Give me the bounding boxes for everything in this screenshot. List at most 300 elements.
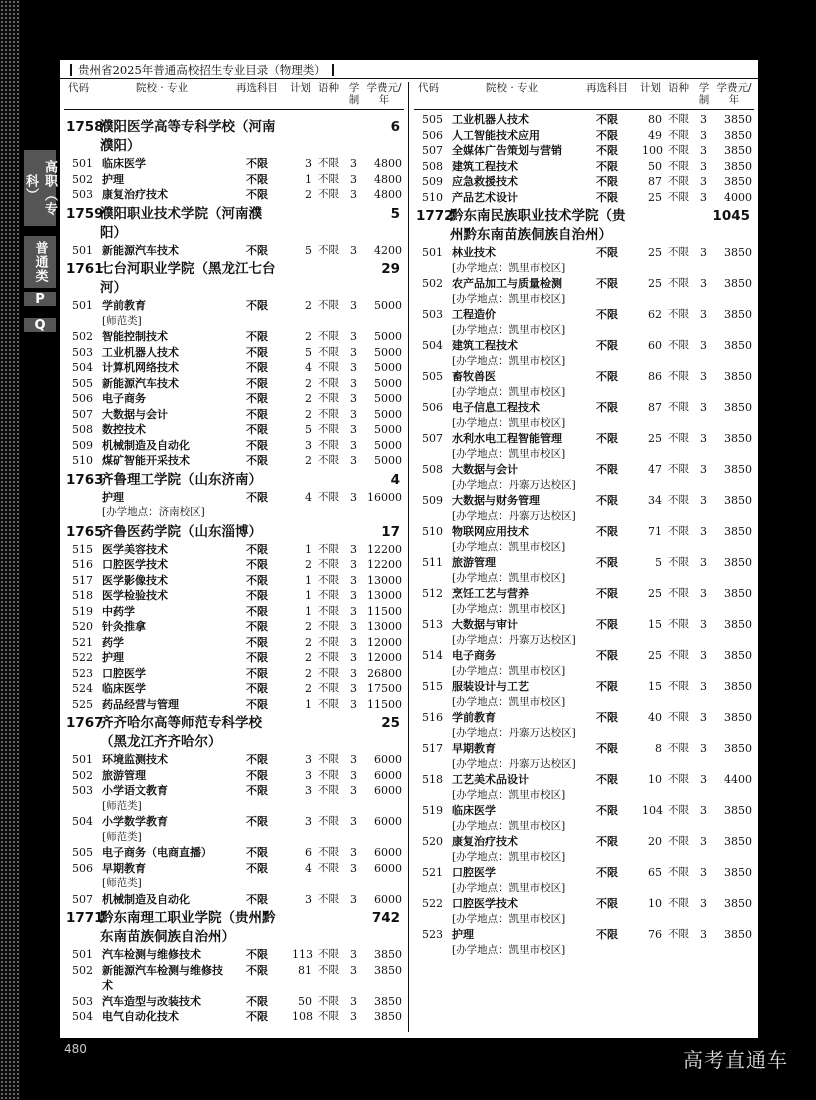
left-column-header (64, 80, 404, 110)
major-name: 旅游管理 (102, 768, 146, 782)
major-name: 产品艺术设计 (452, 190, 518, 204)
major-code: 504 (422, 339, 443, 352)
major-language: 不限 (318, 573, 339, 586)
institution-code: 1767 (66, 715, 104, 731)
major-row[interactable] (64, 557, 404, 573)
major-plan: 3 (305, 815, 312, 828)
major-row[interactable] (64, 172, 404, 188)
major-code: 507 (72, 407, 93, 421)
major-fee: 4400 (724, 773, 752, 786)
major-code: 502 (72, 172, 93, 186)
major-row[interactable] (414, 493, 754, 509)
major-row[interactable] (64, 768, 404, 784)
major-code: 502 (72, 330, 93, 343)
major-fee: 26800 (367, 666, 402, 680)
major-language: 不限 (318, 666, 339, 679)
major-duration: 3 (350, 753, 357, 766)
col-header-subject: 再选科目 (586, 82, 628, 94)
institution-name: 濮阳医学高等专科学校（河南 (100, 119, 276, 135)
major-row[interactable] (64, 329, 404, 345)
major-fee: 16000 (367, 490, 402, 504)
institution-plan: 25 (381, 715, 400, 731)
major-subject: 不限 (246, 157, 268, 170)
col-header-school: 院校 · 专业 (486, 82, 539, 94)
major-code: 523 (72, 666, 93, 680)
major-name: 烹饪工艺与营养 (452, 587, 529, 600)
right-column-header (414, 80, 754, 110)
major-fee: 13000 (367, 620, 402, 633)
major-row[interactable] (64, 542, 404, 558)
major-note-text: [办学地点：凯里市校区] (452, 292, 566, 305)
institution-name-line2: 河） (100, 280, 127, 296)
major-fee: 3850 (724, 128, 752, 142)
major-duration: 3 (350, 697, 357, 711)
major-duration: 3 (700, 680, 707, 693)
major-row[interactable] (414, 112, 754, 128)
major-fee: 6000 (374, 768, 402, 782)
institution-name-line2: 阳） (100, 224, 127, 241)
major-note (414, 757, 754, 773)
major-subject: 不限 (246, 188, 268, 201)
major-subject: 不限 (596, 618, 618, 631)
major-note-text: [办学地点：凯里市校区] (452, 447, 566, 460)
major-name: 医学检验技术 (102, 589, 168, 602)
major-name: 智能控制技术 (102, 330, 168, 343)
major-row[interactable] (64, 490, 404, 506)
major-row[interactable] (64, 453, 404, 469)
major-row[interactable] (414, 896, 754, 912)
major-row[interactable] (64, 814, 404, 830)
major-row[interactable] (414, 710, 754, 726)
major-fee: 3850 (724, 897, 752, 910)
major-duration: 3 (350, 558, 357, 571)
major-row[interactable] (64, 187, 404, 203)
institution-row[interactable] (64, 909, 404, 928)
major-fee: 3850 (724, 649, 752, 662)
institution-row[interactable] (64, 523, 404, 542)
institution-name-line2: 濮阳） (100, 138, 141, 154)
major-row[interactable] (64, 947, 404, 963)
major-plan: 81 (298, 963, 312, 977)
institution-row[interactable] (64, 205, 404, 224)
col-header-language: 语种 (318, 82, 339, 94)
major-note (414, 819, 754, 835)
major-fee: 3850 (374, 948, 402, 961)
major-note (414, 664, 754, 680)
major-code: 508 (422, 463, 443, 476)
major-name: 电气自动化技术 (102, 1010, 179, 1023)
major-duration: 3 (700, 144, 707, 157)
institution-row[interactable] (414, 207, 754, 226)
major-subject: 不限 (246, 407, 268, 421)
major-row[interactable] (64, 360, 404, 376)
major-fee: 4800 (374, 157, 402, 170)
major-row[interactable] (64, 681, 404, 697)
major-subject: 不限 (246, 438, 268, 452)
major-name: 应急救援技术 (452, 175, 518, 188)
side-tab-p[interactable]: P (24, 292, 56, 306)
major-code: 503 (72, 345, 93, 359)
major-name: 汽车检测与维修技术 (102, 948, 201, 961)
major-name: 医学影像技术 (102, 573, 168, 587)
major-code: 505 (72, 846, 93, 859)
major-row[interactable] (414, 679, 754, 695)
major-language: 不限 (668, 175, 689, 187)
major-plan: 25 (648, 432, 662, 445)
col-header-plan: 计划 (290, 82, 311, 94)
major-subject: 不限 (246, 376, 268, 390)
major-name: 口腔医学技术 (102, 558, 168, 571)
major-row[interactable] (414, 307, 754, 323)
major-language: 不限 (318, 768, 339, 781)
major-row[interactable] (414, 174, 754, 190)
major-plan: 62 (648, 308, 662, 321)
institution-name-line2: 东南苗族侗族自治州） (100, 929, 235, 945)
major-subject: 不限 (246, 846, 268, 859)
major-duration: 3 (350, 892, 357, 906)
major-fee: 5000 (374, 423, 402, 436)
major-fee: 4800 (374, 188, 402, 201)
major-duration: 3 (700, 556, 707, 569)
major-language: 不限 (668, 928, 689, 940)
major-name: 口腔医学 (452, 866, 496, 879)
major-duration: 3 (700, 308, 707, 321)
major-plan: 108 (292, 1010, 313, 1023)
major-duration: 3 (350, 407, 357, 421)
major-fee: 3850 (724, 277, 752, 290)
major-name: 畜牧兽医 (452, 370, 496, 383)
major-row[interactable] (64, 391, 404, 407)
major-code: 518 (422, 773, 443, 786)
major-name: 康复治疗技术 (452, 835, 518, 848)
major-note-text: [办学地点：凯里市校区] (452, 943, 566, 956)
major-row[interactable] (414, 648, 754, 664)
major-code: 510 (422, 190, 443, 204)
major-row[interactable] (64, 619, 404, 635)
major-row[interactable] (414, 190, 754, 206)
major-row[interactable] (64, 994, 404, 1010)
header-rule (60, 78, 758, 79)
major-plan: 25 (648, 246, 662, 259)
major-note-text: [办学地点：丹寨万达校区] (452, 478, 576, 491)
major-fee: 13000 (367, 589, 402, 602)
major-note (64, 314, 404, 330)
major-subject: 不限 (596, 525, 618, 538)
major-name: 医学美容技术 (102, 542, 168, 556)
major-row[interactable] (414, 865, 754, 881)
major-fee: 13000 (367, 573, 402, 587)
major-name: 全媒体广告策划与营销 (452, 144, 562, 157)
major-language: 不限 (668, 463, 689, 475)
major-language: 不限 (318, 682, 339, 694)
dotted-edge-strip (0, 0, 20, 1100)
major-fee: 3850 (724, 159, 752, 173)
major-plan: 6 (305, 846, 312, 859)
major-code: 503 (422, 308, 443, 321)
major-note-text: [办学地点：凯里市校区] (452, 912, 566, 925)
major-plan: 10 (648, 897, 662, 910)
major-language: 不限 (668, 680, 689, 692)
major-language: 不限 (668, 494, 689, 506)
major-name: 工业机器人技术 (102, 345, 179, 359)
major-row[interactable] (64, 345, 404, 361)
major-fee: 3850 (724, 618, 752, 631)
major-duration: 3 (700, 401, 707, 414)
major-row[interactable] (64, 963, 404, 979)
major-subject: 不限 (596, 835, 618, 848)
major-note (414, 695, 754, 711)
major-fee: 12200 (367, 558, 402, 571)
major-row[interactable] (64, 666, 404, 682)
major-note (414, 602, 754, 618)
major-fee: 5000 (374, 392, 402, 405)
major-fee: 6000 (374, 861, 402, 875)
major-note (414, 354, 754, 370)
page-number: 480 (64, 1042, 87, 1056)
major-row[interactable] (64, 752, 404, 768)
major-row[interactable] (64, 298, 404, 314)
major-fee: 3850 (374, 1010, 402, 1023)
major-duration: 3 (700, 277, 707, 290)
major-name: 护理 (102, 172, 124, 186)
major-row[interactable] (414, 431, 754, 447)
major-name: 早期教育 (452, 742, 496, 755)
institution-row[interactable] (64, 714, 404, 733)
major-row[interactable] (64, 697, 404, 713)
major-code: 503 (72, 784, 93, 797)
major-fee: 3850 (724, 494, 752, 507)
major-plan: 40 (648, 711, 662, 724)
major-row[interactable] (414, 834, 754, 850)
major-fee: 3850 (724, 556, 752, 569)
major-row[interactable] (414, 555, 754, 571)
major-row[interactable] (64, 588, 404, 604)
major-row[interactable] (414, 524, 754, 540)
major-code: 502 (72, 768, 93, 782)
major-row[interactable] (414, 369, 754, 385)
major-note (414, 385, 754, 401)
page-title: 贵州省2025年普通高校招生专业目录（物理类） (78, 63, 326, 77)
institution-name-continued (64, 137, 404, 156)
major-plan: 4 (305, 861, 312, 875)
major-row[interactable] (64, 573, 404, 589)
major-fee: 12000 (367, 651, 402, 664)
major-language: 不限 (668, 556, 689, 568)
major-subject: 不限 (596, 928, 618, 941)
header-bar-left (70, 64, 72, 76)
major-row[interactable] (414, 927, 754, 943)
major-fee: 3850 (724, 835, 752, 848)
major-row[interactable] (64, 422, 404, 438)
major-plan: 4 (305, 361, 312, 374)
major-language: 不限 (318, 948, 339, 960)
major-plan: 2 (305, 635, 312, 649)
major-subject: 不限 (596, 742, 618, 755)
major-name-line2: 术 (102, 979, 113, 992)
major-code: 520 (422, 835, 443, 848)
institution-code: 1763 (66, 471, 104, 488)
major-row[interactable] (414, 128, 754, 144)
side-tab-general[interactable]: 普通类 (24, 236, 56, 288)
major-note (414, 478, 754, 494)
major-subject: 不限 (596, 277, 618, 290)
major-subject: 不限 (246, 861, 268, 875)
major-plan: 2 (305, 666, 312, 680)
major-fee: 3850 (724, 680, 752, 693)
institution-name-line2: 州黔东南苗族侗族自治州） (450, 227, 612, 243)
major-duration: 3 (350, 1010, 357, 1023)
major-note-text: [办学地点：凯里市校区] (452, 571, 566, 584)
major-subject: 不限 (246, 392, 268, 405)
major-row[interactable] (414, 617, 754, 633)
major-row[interactable] (64, 407, 404, 423)
major-row[interactable] (64, 845, 404, 861)
major-row[interactable] (414, 772, 754, 788)
major-row[interactable] (64, 650, 404, 666)
major-duration: 3 (700, 587, 707, 600)
major-row[interactable] (414, 803, 754, 819)
major-code: 513 (422, 618, 443, 631)
major-fee: 11500 (367, 604, 402, 618)
major-row[interactable] (414, 338, 754, 354)
major-subject: 不限 (246, 963, 268, 977)
major-subject: 不限 (246, 361, 268, 374)
major-duration: 3 (700, 128, 707, 142)
major-plan: 5 (305, 423, 312, 436)
major-row[interactable] (64, 376, 404, 392)
major-subject: 不限 (596, 866, 618, 879)
major-code: 523 (422, 928, 443, 941)
col-header-fee: 学费元/年 (716, 82, 752, 106)
major-row[interactable] (64, 604, 404, 620)
major-subject: 不限 (596, 463, 618, 476)
major-name: 小学语文教育 (102, 784, 168, 797)
major-note (414, 571, 754, 587)
major-plan: 50 (298, 994, 312, 1008)
major-subject: 不限 (246, 330, 268, 343)
major-note-text: [师范类] (102, 799, 142, 812)
major-code: 503 (72, 994, 93, 1008)
major-name: 建筑工程技术 (452, 339, 518, 352)
major-code: 502 (72, 963, 93, 977)
major-row[interactable] (414, 159, 754, 175)
institution-code: 1759 (66, 205, 104, 222)
major-row[interactable] (64, 783, 404, 799)
major-row[interactable] (64, 861, 404, 877)
major-plan: 65 (648, 866, 662, 879)
major-row[interactable] (414, 245, 754, 261)
major-note-text: [办学地点：济南校区] (102, 506, 205, 518)
major-name: 临床医学 (452, 804, 496, 817)
major-name: 林业技术 (452, 246, 496, 259)
institution-row[interactable] (64, 118, 404, 137)
major-fee: 4800 (374, 172, 402, 186)
major-language: 不限 (318, 815, 339, 827)
major-fee: 3850 (724, 401, 752, 414)
major-duration: 3 (700, 866, 707, 879)
major-plan: 1 (305, 604, 312, 618)
major-language: 不限 (318, 697, 339, 710)
major-row[interactable] (64, 892, 404, 908)
major-row[interactable] (64, 243, 404, 259)
major-plan: 4 (305, 490, 312, 504)
major-plan: 2 (305, 454, 312, 467)
major-code: 508 (422, 159, 443, 173)
major-name: 学前教育 (452, 711, 496, 724)
col-header-fee: 学费元/年 (366, 82, 402, 106)
major-subject: 不限 (246, 604, 268, 618)
major-row[interactable] (414, 462, 754, 478)
major-duration: 3 (700, 246, 707, 259)
major-row[interactable] (414, 400, 754, 416)
major-plan: 2 (305, 651, 312, 664)
major-code: 501 (72, 243, 93, 257)
major-duration: 3 (350, 573, 357, 587)
major-row[interactable] (414, 143, 754, 159)
major-plan: 25 (648, 649, 662, 662)
major-language: 不限 (668, 649, 689, 661)
major-note-text: [师范类] (102, 877, 142, 889)
major-row[interactable] (64, 635, 404, 651)
institution-name-continued (64, 224, 404, 243)
major-row[interactable] (414, 276, 754, 292)
institution-row[interactable] (64, 260, 404, 279)
major-plan: 50 (648, 159, 662, 173)
major-note (414, 726, 754, 742)
major-row[interactable] (64, 1009, 404, 1025)
side-tab-vocational[interactable]: 高职（专科） (24, 150, 56, 226)
major-code: 505 (422, 370, 443, 383)
major-language: 不限 (318, 172, 339, 185)
major-row[interactable] (414, 586, 754, 602)
major-language: 不限 (318, 558, 339, 570)
major-fee: 3850 (724, 866, 752, 879)
major-code: 522 (422, 897, 443, 910)
major-row[interactable] (64, 438, 404, 454)
major-duration: 3 (350, 784, 357, 797)
major-subject: 不限 (246, 815, 268, 828)
column-divider (408, 82, 409, 1032)
major-code: 504 (72, 815, 93, 828)
major-name: 工业机器人技术 (452, 113, 529, 126)
major-plan: 15 (648, 680, 662, 693)
major-duration: 3 (350, 361, 357, 374)
major-code: 519 (72, 604, 93, 618)
major-language: 不限 (668, 246, 689, 258)
col-header-duration: 学制 (348, 82, 360, 106)
institution-name: 齐鲁医药学院（山东淄博） (100, 523, 262, 540)
institution-row[interactable] (64, 471, 404, 490)
major-note-text: [办学地点：凯里市校区] (452, 354, 566, 367)
major-code: 507 (72, 892, 93, 906)
major-name: 护理 (452, 928, 474, 941)
major-plan: 25 (648, 190, 662, 204)
major-name: 人工智能技术应用 (452, 128, 540, 142)
side-tab-q[interactable]: Q (24, 318, 56, 332)
major-row[interactable] (414, 741, 754, 757)
major-row[interactable] (64, 156, 404, 172)
institution-code: 1761 (66, 261, 104, 277)
major-language: 不限 (668, 432, 689, 444)
major-duration: 3 (350, 682, 357, 695)
major-fee: 3850 (724, 525, 752, 538)
major-duration: 3 (350, 948, 357, 961)
major-note-text: [办学地点：凯里市校区] (452, 695, 566, 708)
major-language: 不限 (318, 243, 339, 256)
major-name: 环境监测技术 (102, 753, 168, 766)
major-duration: 3 (350, 768, 357, 782)
major-code: 510 (422, 525, 443, 538)
